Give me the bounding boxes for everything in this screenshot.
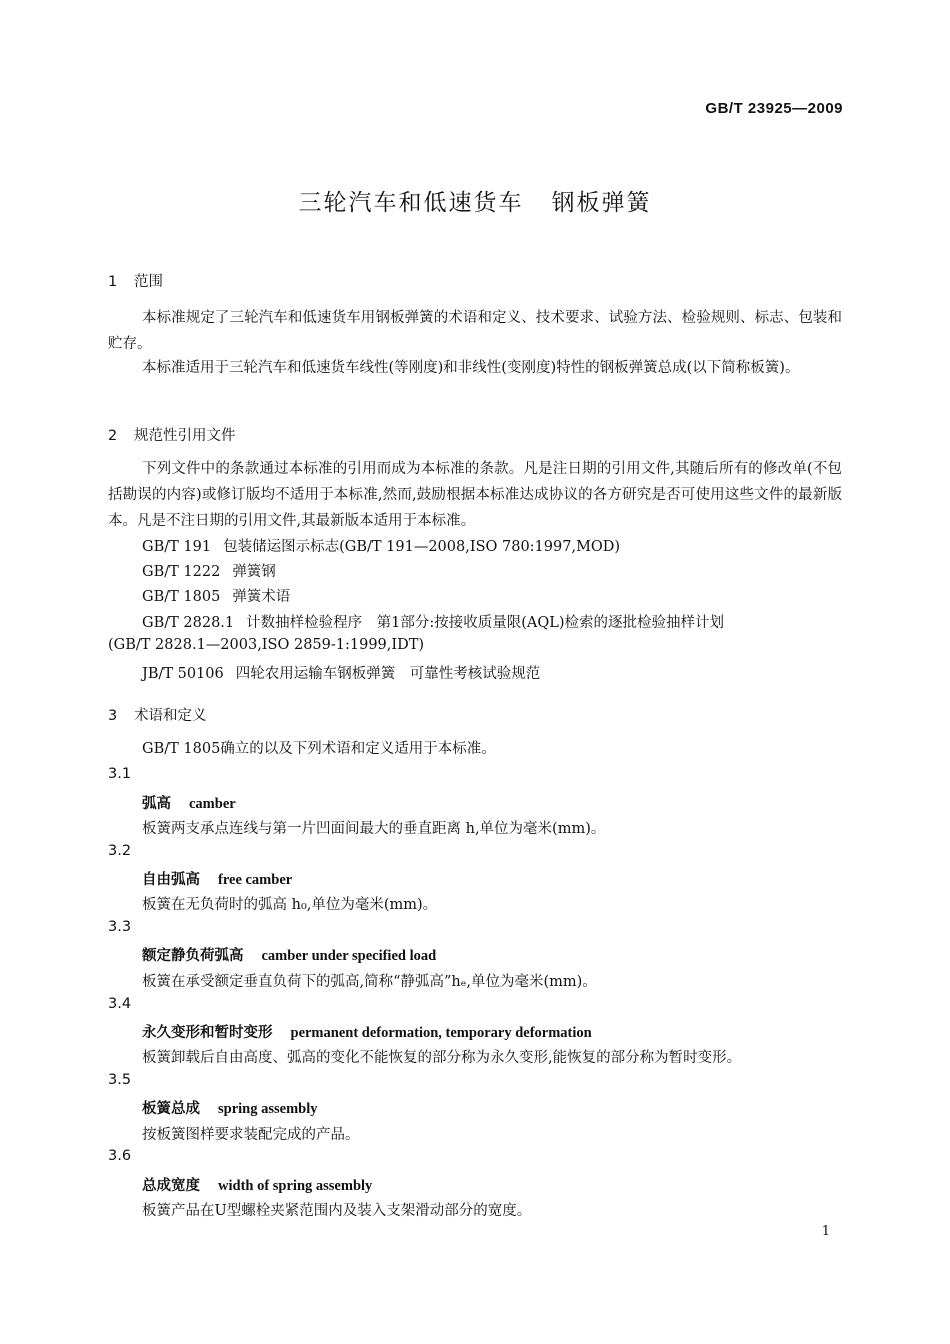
paragraph: 本标准规定了三轮汽车和低速货车用钢板弹簧的术语和定义、技术要求、试验方法、检验规则、标志、包装和贮存。 (108, 310, 842, 352)
reference-item (142, 662, 540, 683)
clause-number: 3.6 (108, 1148, 132, 1164)
reference-item (142, 585, 290, 606)
term-definition: 板簧两支承点连线与第一片凹面间最大的垂直距离 h,单位为毫米(mm)。 (142, 821, 606, 837)
reference-item (142, 611, 724, 632)
term-en: camber under specified load (261, 948, 437, 964)
document-title (0, 184, 950, 217)
reference-code: GB/T 2828.1 (142, 615, 235, 631)
section-3-heading (108, 704, 207, 725)
term-definition: 按板簧图样要求装配完成的产品。 (142, 1127, 360, 1143)
section-title: 术语和定义 (134, 708, 207, 724)
section-title: 范围 (134, 274, 163, 290)
section-number: 3 (108, 708, 118, 724)
section-number: 1 (108, 274, 118, 290)
clause-number: 3.3 (108, 919, 132, 935)
term-entry (142, 944, 436, 965)
term-zh: 总成宽度 (142, 1178, 200, 1194)
paragraph: 下列文件中的条款通过本标准的引用而成为本标准的条款。凡是注日期的引用文件,其随后所有的修改单(不包括勘误的内容)或修订版均不适用于本标准,然而,鼓励根据本标准达成协议的各方研究是否可使用这些文件的最新版本。凡是不注日期的引用文件,其最新版本适用于本标准。 (108, 461, 842, 529)
reference-title: 弹簧钢 (232, 564, 276, 580)
reference-title: 弹簧术语 (232, 589, 291, 605)
section-2-heading (108, 424, 236, 445)
term-zh: 永久变形和暂时变形 (142, 1025, 273, 1041)
title-part-1: 三轮汽车和低速货车 (298, 190, 524, 216)
term-en: spring assembly (218, 1101, 318, 1117)
section-1-heading (108, 270, 163, 291)
term-entry (142, 1097, 318, 1118)
reference-title: 包装储运图示标志(GB/T 191—2008,ISO 780:1997,MOD) (223, 539, 621, 555)
term-definition: 板簧在无负荷时的弧高 h₀,单位为毫米(mm)。 (142, 897, 438, 913)
term-entry (142, 868, 292, 889)
section-title: 规范性引用文件 (134, 428, 236, 444)
title-part-2: 钢板弹簧 (551, 190, 652, 216)
page-number: 1 (821, 1224, 830, 1239)
term-en: width of spring assembly (218, 1178, 373, 1194)
term-zh: 弧高 (142, 796, 171, 812)
paragraph: 本标准适用于三轮汽车和低速货车线性(等刚度)和非线性(变刚度)特性的钢板弹簧总成(以下简称板簧)。 (142, 360, 800, 376)
term-entry (142, 1021, 592, 1042)
term-en: permanent deformation, temporary deformation (290, 1025, 592, 1041)
reference-item (142, 535, 620, 556)
clause-number: 3.2 (108, 843, 132, 859)
term-en: camber (189, 796, 236, 812)
reference-code: JB/T 50106 (142, 666, 224, 682)
term-entry (142, 1174, 372, 1195)
term-zh: 板簧总成 (142, 1101, 200, 1117)
term-zh: 自由弧高 (142, 872, 200, 888)
standard-code: GB/T 23925—2009 (705, 100, 843, 117)
term-definition: 板簧在承受额定垂直负荷下的弧高,简称“静弧高”hₑ,单位为毫米(mm)。 (142, 974, 597, 990)
reference-title: 四轮农用运输车钢板弹簧 可靠性考核试验规范 (235, 666, 541, 682)
clause-number: 3.5 (108, 1072, 132, 1088)
reference-title: 计数抽样检验程序 第1部分:按接收质量限(AQL)检索的逐批检验抽样计划 (246, 615, 725, 631)
paragraph: GB/T 1805确立的以及下列术语和定义适用于本标准。 (142, 741, 496, 757)
term-zh: 额定静负荷弧高 (142, 948, 244, 964)
reference-code: GB/T 1222 (142, 564, 221, 580)
term-definition: 板簧卸载后自由高度、弧高的变化不能恢复的部分称为永久变形,能恢复的部分称为暂时变形。 (142, 1050, 742, 1066)
clause-number: 3.1 (108, 766, 132, 782)
reference-code: GB/T 1805 (142, 589, 221, 605)
reference-item (142, 560, 276, 581)
term-definition: 板簧产品在U型螺栓夹紧范围内及装入支架滑动部分的宽度。 (142, 1203, 532, 1219)
reference-continuation: (GB/T 2828.1—2003,ISO 2859-1:1999,IDT) (108, 637, 425, 653)
term-entry (142, 792, 236, 813)
term-en: free camber (218, 872, 293, 888)
clause-number: 3.4 (108, 996, 132, 1012)
section-number: 2 (108, 428, 118, 444)
reference-code: GB/T 191 (142, 539, 212, 555)
